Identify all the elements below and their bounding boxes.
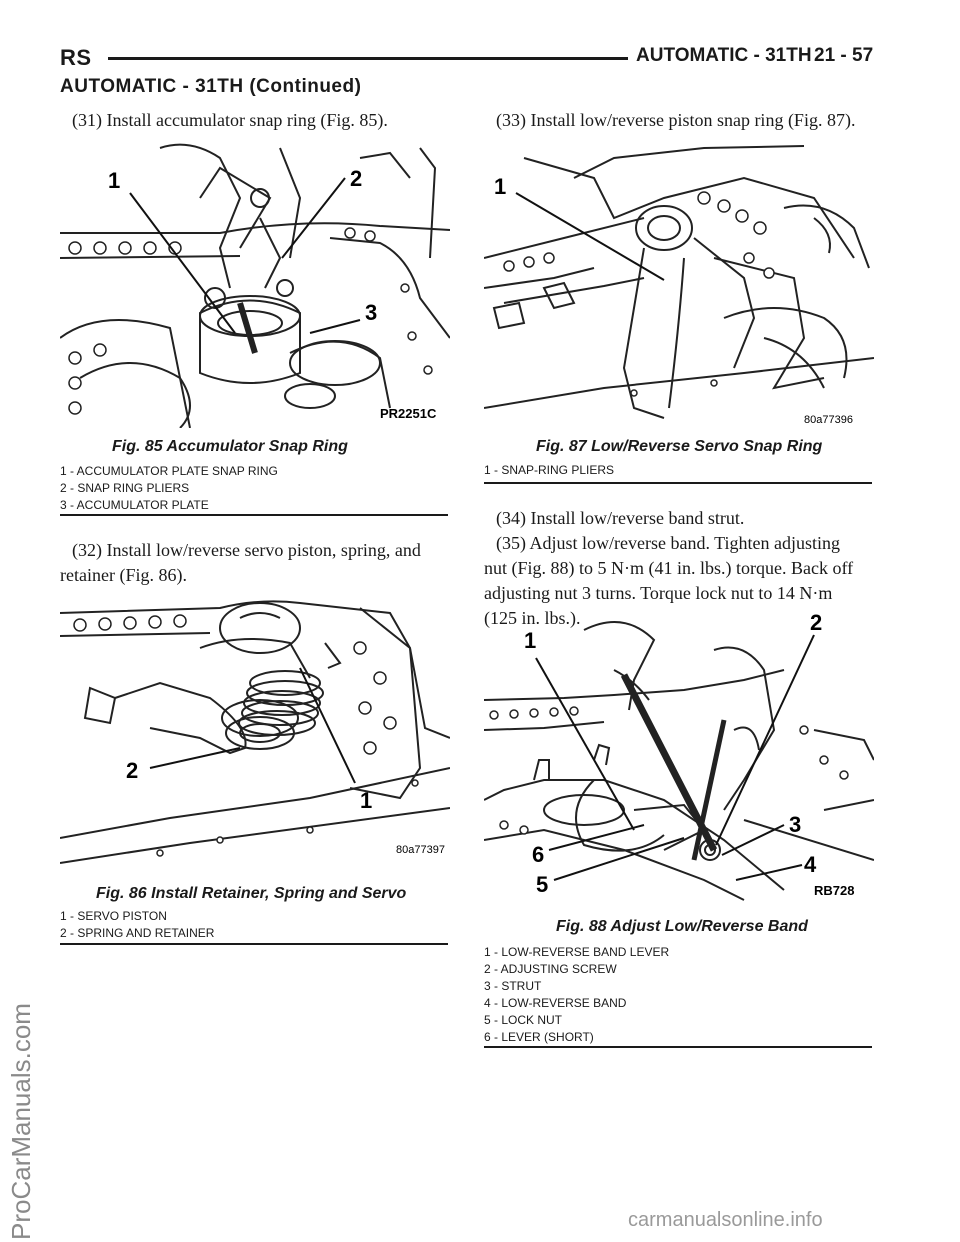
callout-leader xyxy=(282,178,345,258)
fig85-legend-item: 3 - ACCUMULATOR PLATE xyxy=(60,498,209,512)
fig88-rule xyxy=(484,1046,872,1048)
fig88-callout-5: 5 xyxy=(536,872,549,897)
fig86-callout-2: 2 xyxy=(126,758,139,783)
fig88-callout-3: 3 xyxy=(789,812,802,837)
step-35-line4: (125 in. lbs.). xyxy=(484,608,581,628)
fig85-callout-2: 2 xyxy=(350,166,363,191)
fig85-code: PR2251C xyxy=(380,406,437,421)
fig86-legend-item: 1 - SERVO PISTON xyxy=(60,909,167,923)
fig85-callout-1: 1 xyxy=(108,168,121,193)
fig86-code: 80a77397 xyxy=(396,844,445,856)
step-35-line3: adjusting nut 3 turns. Torque lock nut to 14 N·m xyxy=(484,583,833,603)
fig88-legend xyxy=(484,944,669,1046)
step-32-line2: retainer (Fig. 86). xyxy=(60,565,187,585)
watermark-bottom: carmanualsonline.info xyxy=(628,1209,823,1231)
fig85-callout-3: 3 xyxy=(365,300,378,325)
fig88-legend-item: 6 - LEVER (SHORT) xyxy=(484,1030,594,1044)
fig87-code: 80a77396 xyxy=(804,414,853,426)
fig88-legend-item: 3 - STRUT xyxy=(484,979,542,993)
fig85-title: Fig. 85 Accumulator Snap Ring xyxy=(112,438,348,455)
fig87-callout-1: 1 xyxy=(494,174,507,199)
page-number: 21 - 57 xyxy=(814,45,874,66)
fig86-legend xyxy=(60,908,214,942)
callout-leader xyxy=(130,193,235,333)
fig88-title: Fig. 88 Adjust Low/Reverse Band xyxy=(556,918,808,935)
fig87-title: Fig. 87 Low/Reverse Servo Snap Ring xyxy=(536,438,823,455)
fig88-illustration xyxy=(484,610,874,910)
fig85-legend xyxy=(60,463,278,514)
section-title: AUTOMATIC - 31TH (Continued) xyxy=(60,76,362,97)
fig86-illustration xyxy=(60,588,450,878)
fig85-illustration xyxy=(60,138,450,428)
fig88-legend-item: 4 - LOW-REVERSE BAND xyxy=(484,996,627,1010)
fig88-callout-2: 2 xyxy=(810,610,823,635)
header-title: AUTOMATIC - 31TH xyxy=(636,45,812,66)
callout-leader xyxy=(310,320,360,333)
fig87-illustration xyxy=(484,138,874,428)
fig86-rule xyxy=(60,943,448,945)
fig85-legend-item: 1 - ACCUMULATOR PLATE SNAP RING xyxy=(60,464,278,478)
fig88-callout-4: 4 xyxy=(804,852,817,877)
step-32-line1: (32) Install low/reverse servo piston, spring, and xyxy=(72,540,421,560)
fig88-code: RB728 xyxy=(814,883,855,898)
fig88-legend-item: 5 - LOCK NUT xyxy=(484,1013,563,1027)
fig87-legend xyxy=(484,462,614,479)
step-33: (33) Install low/reverse piston snap ring (Fig. 87). xyxy=(496,110,856,130)
fig88-legend-item: 2 - ADJUSTING SCREW xyxy=(484,962,617,976)
step-31: (31) Install accumulator snap ring (Fig. 85). xyxy=(72,110,388,130)
header-rs: RS xyxy=(60,45,92,70)
header-rule xyxy=(108,57,628,60)
fig88-callout-6: 6 xyxy=(532,842,545,867)
fig85-rule xyxy=(60,514,448,516)
fig87-legend-item: 1 - SNAP-RING PLIERS xyxy=(484,463,615,477)
fig88-callout-1: 1 xyxy=(524,628,537,653)
step-35-line2: nut (Fig. 88) to 5 N·m (41 in. lbs.) torque. Back off xyxy=(484,558,854,578)
fig87-rule xyxy=(484,482,872,484)
fig85-legend-item: 2 - SNAP RING PLIERS xyxy=(60,481,190,495)
fig86-callout-1: 1 xyxy=(360,788,373,813)
fig88-legend-item: 1 - LOW-REVERSE BAND LEVER xyxy=(484,945,670,959)
step-34: (34) Install low/reverse band strut. xyxy=(496,508,745,528)
fig86-legend-item: 2 - SPRING AND RETAINER xyxy=(60,926,215,940)
step-35-line1: (35) Adjust low/reverse band. Tighten adjusting xyxy=(496,533,840,553)
fig86-title: Fig. 86 Install Retainer, Spring and Servo xyxy=(96,885,407,902)
watermark-left: ProCarManuals.com xyxy=(6,1003,36,1240)
